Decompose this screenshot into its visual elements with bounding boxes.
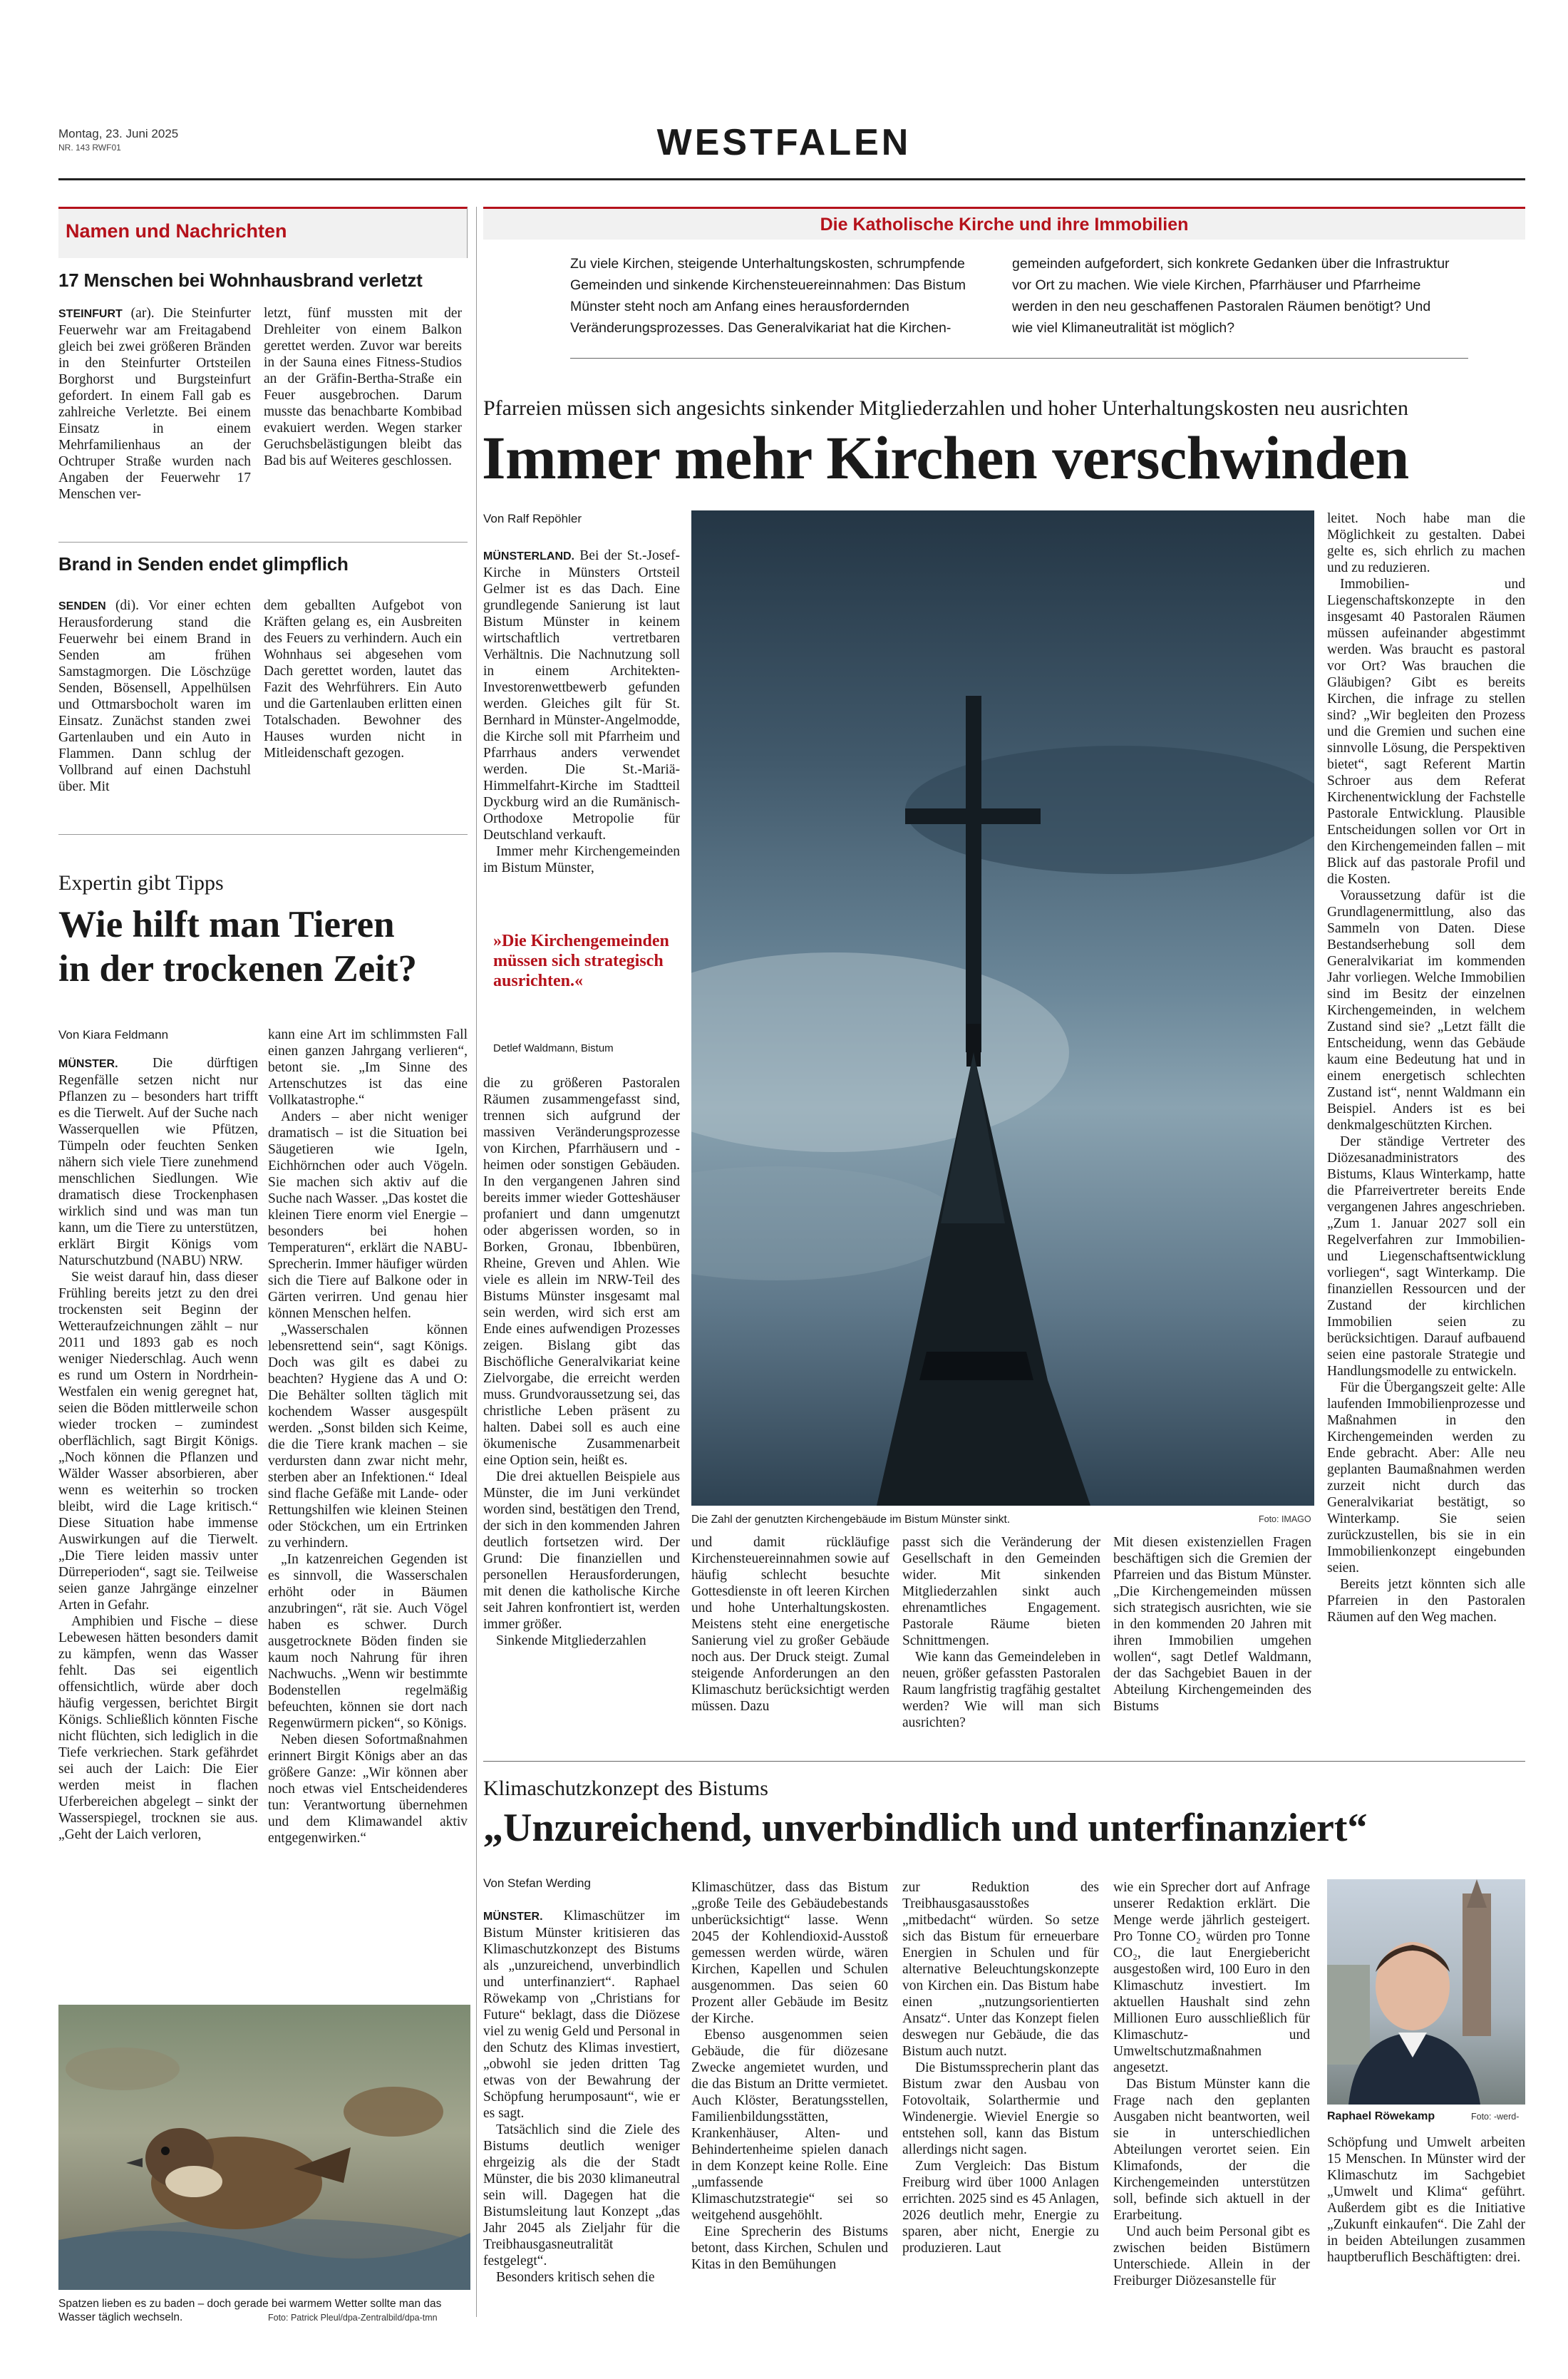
- masthead-rule: [58, 178, 1525, 180]
- news2-col1: SENDEN (di). Vor einer echten Herausforderung stand die Feuerwehr bei einem Brand in Senden am frühen Samstagmorgen. Die Löschzüge Senden, Bösensell, Appelhülsen und Ottmarsbocholt waren im Einsatz. Zunächst standen zwei Gartenlauben und ein Auto in Flammen. Dann schlug der Vollbrand auf einen Dachstuhl über. Mit: [58, 598, 251, 794]
- sparrow-photo: [58, 2005, 470, 2290]
- main-col5: leitet. Noch habe man die Möglichkeit zu gestalten. Dabei gelte es, sich ehrlich zu machen und zu reduzieren. Immobilien- und Liegenschaftskonzepte in den insgesamt 40 Pastoralen Räumen müssen aufeinander abgestimmt werden. Was braucht es pastoral vor Ort? Was brauchen die Gläubigen? Gibt es bereits Kirchen, die infrage zu stellen sind? „Wir begleiten den Prozess und die Gremien und suchen eine sinnvolle Lösung, die Perspektiven bietet“, sagt Referent Martin Schroer aus dem Referat Kirchenentwicklung der Fachstelle Pastorale Entwicklung. Plausible Entscheidungen sollen vor Ort in den Kirchengemeinden fallen – mit Blick auf das pastorale Profil und die Kosten. Voraussetzung dafür ist die Grundlagenermittlung, also das Sammeln von Daten. Diese Bestandserhebung soll dem Generalvikariat im kommenden Jahr vorliegen. Welche Immobilien sind im Besitz der einzelnen Kirchengemeinden, in welchem Zustand sind sie? „Letzt fällt die Entscheidung, wenn das Gebäude kaum eine Bedeutung hat und in einem energetisch schlechten Zustand ist“, nennt Waldmann ein Beispiel. Anders ist es bei denkmalgeschützten Kirchen. Der ständige Vertreter des Diözesanadministrators des Bistums, Klaus Winterkamp, hatte die Pfarreivertreter bereits Ende vergangenen Jahres angeschrieben. „Zum 1. Januar 2027 soll ein Regelverfahren zur Immobilien- und Liegenschaftsentwicklung vorliegen“, sagt Winterkamp. Die finanziellen Ressourcen und der Zustand der kirchlichen Immobilien seien zu berücksichtigen. Darauf aufbauend seien eine pastorale Strategie und Handlungsmodelle zu entwickeln. Für die Übergangszeit gelte: Alle laufenden Immobilienprozesse und Maßnahmen in den Kirchengemeinden werden zu Ende gebracht. Aber: Alle neu geplanten Baumaßnahmen werden zurzeit nicht durch das Generalvikariat bestätigt, so Winterkamp. Sie seien zurückzustellen, bis sie in ein Immobilienkonzept eingebunden seien. Bereits jetzt könnten sich alle Pfarreien in den Pastoralen Räumen auf den Weg machen.: [1327, 511, 1525, 1625]
- teaser-rule: [570, 358, 1468, 359]
- sparrow-credit: Foto: Patrick Pleul/dpa-Zentralbild/dpa-tmn: [268, 2313, 438, 2323]
- main-col3: passt sich die Veränderung der Gesellschaft in den Gemeinden wider. Mit sinkenden Mitgliederzahlen sinkt auch ehrenamtliches Engagement. Pastorale Räume bieten Schnittmengen. Wie kann das Gemeindeleben in neuen, größer gefassten Pastoralen Raum langfristig tragfähig gestaltet werden? Wie will man sich ausrichten?: [902, 1535, 1100, 1730]
- klima-col1: MÜNSTER. Klimaschützer im Bistum Münster kritisieren das Klimaschutzkonzept des Bistums als „unzureichend, unverbindlich und unterfinanziert“. Raphael Röwekamp von „Christians for Future“ beklagt, dass die Diözese viel zu wenig Geld und Personal in den Schutz des Klimas investiert, „obwohl sie jeden dritten Tag etwas von der Bewahrung der Schöpfung herumposaunt“, wie er es sagt. Tatsächlich sind die Ziele des Bistums deutlich weniger ehrgeizig als die der Stadt Münster, die bis 2030 klimaneutral sein will. Dagegen hat die Bistumsleitung laut Konzept „das Jahr 2045 als Zieljahr für die Treibhausgasneutralität festgelegt“. Besonders kritisch sehen die: [483, 1908, 680, 2285]
- main-headline: Immer mehr Kirchen verschwinden: [482, 423, 1409, 492]
- news-box-header: [58, 207, 468, 258]
- tiere-kicker: Expertin gibt Tipps: [58, 871, 224, 895]
- tiere-col2: kann eine Art im schlimmsten Fall einen ganzen Jahrgang verlieren“, betont sie. „Im Sinne des Artenschutzes ist das eine Vollkatastrophe.“ Anders – aber nicht weniger dramatisch – ist die Situation bei Säugetieren wie Igeln, Eichhörnchen oder auch Vögeln. Sie machen sich aktiv auf die Suche nach Wasser. „Das kostet die kleinen Tiere enorm viel Energie – besonders bei hohen Temperaturen“, erklärt die NABU-Sprecherin. Immer häufiger würden sich die Tiere auf Balkone oder in Gärten verirren. Und genau hier können Menschen helfen. „Wasserschalen können lebensrettend sein“, sagt Königs. Doch was gilt es dabei zu beachten? Hygiene das A und O: Die Behälter sollten täglich mit kochendem Wasser ausgespült werden. „Sonst bilden sich Keime, die die Tiere krank machen – sie verdursten dann zwar nicht mehr, sterben aber an Infektionen.“ Ideal sind flache Gefäße mit Lande- oder Rettungshilfen wie kleinen Steinen oder Stöckchen, um ein Ertrinken zu verhindern. „In katzenreichen Gegenden ist es sinnvoll, die Wasserschalen erhöht oder in Bäumen anzubringen“, rät sie. Auch Vögel haben es schwer. Durch ausgetrocknete Böden finden sie kaum noch Nahrung für ihren Nachwuchs. „Wenn wir bestimmte Bodenstellen regelmäßig befeuchten, können sie dort nach Regenwürmern picken“, so Königs. Neben diesen Sofortmaßnahmen erinnert Birgit Königs aber an das größere Ganze: „Wir können aber noch etwas viel Entscheidenderes tun: Verantwortung übernehmen und dem Klimawandel aktiv entgegenwirken.“: [268, 1027, 468, 1846]
- klima-col5: Schöpfung und Umwelt arbeiten 15 Menschen. In Münster wird der Klimaschutz im Sachgebiet „Umwelt und Klima“ geführt. Außerdem gibt es die Initiative „Zukunft einkaufen“. Die Zahl der in beiden Abteilungen zusammen hauptberuflich Beschäftigten: drei.: [1327, 2135, 1525, 2265]
- main-col1a: MÜNSTERLAND. Bei der St.-Josef-Kirche in Münsters Ortsteil Gelmer ist es das Dach. Eine grundlegende Sanierung ist laut Bistum Münster in keinem wirtschaftlich vertretbaren Verhältnis. Die Nachnutzung soll in einem Architekten-Investorenwettbewerb gefunden werden. Gleiches gilt für St. Bernhard in Münster-Angelmodde, die Kirche soll mit Pfarrheim und Pfarrhaus anders verwendet werden. Die St.-Mariä-Himmelfahrt-Kirche im Stadtteil Dyckburg wird an die Rumänisch-Orthodoxe Metropolie für Deutschland verkauft. Immer mehr Kirchengemeinden im Bistum Münster,: [483, 548, 680, 875]
- klima-kicker: Klimaschutzkonzept des Bistums: [483, 1777, 768, 1800]
- divider: [483, 1761, 1525, 1762]
- portrait-illustration: [1327, 1879, 1525, 2105]
- main-col1b: die zu größeren Pastoralen Räumen zusammengefasst sind, trennen sich aufgrund der massiven Veränderungsprozesse von Kirchen, Pfarrhäusern und -heimen oder sonstigen Gebäuden. In den vergangenen Jahren sind bereits immer wieder Gotteshäuser profaniert und dann umgenutzt oder abgerissen worden, so in Borken, Gronau, Ibbenbüren, Rheine, Greven und Ahlen. Wie viele es allein im NRW-Teil des Bistums Münster insgesamt mal sein werden, wird sich erst am Ende eines aufwendigen Prozesses zeigen. Bislang gibt das Bischöfliche Generalvikariat keine Zielvorgabe, die erreicht werden muss. Grundvoraussetzung sei, das christliche Leben präsent zu halten. Dabei soll es auch eine ökumenische Zusammenarbeit eine Option sein, heißt es. Die drei aktuellen Beispiele aus Münster, die im Juni verkündet worden sind, bestätigen den Trend, der sich in den kommenden Jahren deutlich fortsetzen wird. Der Grund: Die finanziellen und personellen Herausforderungen, mit denen die katholische Kirche seit Jahren konfrontiert ist, werden immer größer. Sinkende Mitgliederzahlen: [483, 1076, 680, 1648]
- sparrow-caption: Spatzen lieben es zu baden – doch gerade bei warmem Wetter sollte man das Wasser täglich wechseln.: [58, 2298, 442, 2323]
- klima-headline: „Unzureichend, unverbindlich und unterfinanziert“: [483, 1806, 1368, 1850]
- church-credit: Foto: IMAGO: [1259, 1514, 1311, 1524]
- sparrow-illustration: [58, 2005, 470, 2290]
- news1-headline: 17 Menschen bei Wohnhausbrand verletzt: [58, 269, 423, 291]
- klima-byline: Von Stefan Werding: [483, 1876, 591, 1890]
- news1-col2: letzt, fünf mussten mit der Drehleiter von einem Balkon gerettet werden. Zuvor war bereits in der Sauna eines Fitness-Studios an der Gräfin-Bertha-Straße ein Feuer ausgebrochen. Darum musste das benachbarte Kombibad evakuiert werden. Wegen starker Geruchsbelästigungen bleibt das Bad bis auf Weiteres geschlossen.: [264, 306, 462, 468]
- news1-col1: STEINFURT (ar). Die Steinfurter Feuerwehr war am Freitagabend gleich bei zwei größeren Bränden in den Steinfurter Ortsteilen Borghorst und Burgsteinfurt gefordert. In einem Fall gab es zahlreiche Verletzte. Bei einem Einsatz in einem Mehrfamilienhaus an der Ochtruper Straße wurden nach Angaben der Feuerwehr 17 Menschen ver-: [58, 306, 251, 502]
- roewekamp-photo: [1327, 1879, 1525, 2105]
- divider: [58, 542, 468, 543]
- main-kicker: Pfarreien müssen sich angesichts sinkender Mitgliederzahlen und hoher Unterhaltungskosten neu ausrichten: [483, 396, 1408, 420]
- column-divider: [476, 207, 477, 2317]
- church-spire-illustration: [691, 510, 1314, 1506]
- topic-box-title: Die Katholische Kirche und ihre Immobilien: [820, 215, 1189, 235]
- church-caption: Die Zahl der genutzten Kirchengebäude im Bistum Münster sinkt.: [691, 1514, 1011, 1526]
- tiere-byline: Von Kiara Feldmann: [58, 1028, 169, 1042]
- main-byline: Von Ralf Repöhler: [483, 512, 582, 525]
- main-col4: Mit diesen existenziellen Fragen beschäftigen sich die Gremien der Pfarreien und das Bistum Münster. „Die Kirchengemeinden müssen sich strategisch ausrichten, wie sie in den kommenden 20 Jahren mit ihren Immobilien umgehen wollen“, sagt Detlef Waldmann, der das Sachgebiet Bauen in der Abteilung Kirchengemeinden des Bistums: [1113, 1535, 1311, 1714]
- section-title: WESTFALEN: [656, 122, 912, 163]
- divider: [58, 834, 468, 835]
- main-col2: und damit rückläufige Kirchensteuereinnahmen sowie auf häufig schlecht besuchte Gottesdienste in oft leeren Kirchen und hohe Unterhaltungskosten. Meistens steht eine energetische Sanierung viel zu großer Gebäude noch aus. Der Druck steigt. Zumal steigende Anforderungen an den Klimaschutz berücksichtigt werden müssen. Dazu: [691, 1535, 889, 1714]
- pull-quote-author: Detlef Waldmann, Bistum: [493, 1042, 614, 1054]
- news2-headline: Brand in Senden endet glimpflich: [58, 553, 349, 575]
- church-photo: [691, 510, 1314, 1506]
- news2-col2: dem geballten Aufgebot von Kräften gelang es, ein Ausbreiten des Feuers zu verhindern. Auch ein Wohnhaus sei abgesehen vom Dach gerettet worden, lautet das Fazit des Wehrführers. Ein Auto und die Gartenlauben erlitten einen Totalschaden. Bewohner des Hauses wurden nicht in Mitleidenschaft gezogen.: [264, 598, 462, 761]
- portrait-credit: Foto: -werd-: [1471, 2112, 1520, 2122]
- teaser-col2: gemeinden aufgefordert, sich konkrete Gedanken über die Infrastruktur vor Ort zu machen. Wie viele Kirchen, Pfarrhäuser und Pfarrheime werden in den neu geschaffenen Pastoralen Räumen benötigt? Und wie viel Klimaneutralität ist möglich?: [1012, 256, 1450, 336]
- news-box-title: Namen und Nachrichten: [66, 220, 287, 242]
- issue-number: NR. 143 RWF01: [58, 143, 121, 153]
- teaser-col1: Zu viele Kirchen, steigende Unterhaltungskosten, schrumpfende Gemeinden und sinkende Kirchensteuereinnahmen: Das Bistum Münster steht noch am Anfang eines herausfordernden Veränderungsprozesses. Das Generalvikariat hat die Kirchen-: [570, 256, 966, 336]
- topic-box-header: [483, 207, 1525, 240]
- issue-date: Montag, 23. Juni 2025: [58, 127, 179, 140]
- klima-col2: Klimaschützer, dass das Bistum „große Teile des Gebäudebestands unberücksichtigt“ lasse. Wenn 2045 der Kohlendioxid-Ausstoß gemessen werden würde, wären Kirchen, Kapellen und Schulen ausgenommen. Das seien 60 Prozent aller Gebäude im Besitz der Kirche. Ebenso ausgenommen seien Gebäude, die für diözesane Zwecke angemietet wurden, und die das Bistum an Dritte vermietet. Auch Klöster, Beratungsstellen, Familienbildungsstätten, Krankenhäuser, Alten- und Behindertenheime spielen danach in dem Konzept keine Rolle. Eine „umfassende Klimaschutzstrategie“ sei so weitgehend ausgehöhlt. Eine Sprecherin des Bistums betont, dass Kirchen, Schulen und Kitas in den Bemühungen: [691, 1880, 888, 2272]
- klima-col3: zur Reduktion des Treibhausgasausstoßes „mitbedacht“ würden. So setze sich das Bistum für erneuerbare Energien in Schulen und für alternative Beleuchtungskonzepte von Kirchen ein. Das Bistum habe einen „nutzungsorientierten Ansatz“. Unter das Konzept fielen deswegen nur Gebäude, die das Bistum auch nutzt. Die Bistumssprecherin plant das Bistum zwar den Ausbau von Fotovoltaik, Solarthermie und Windenergie. Wieviel Energie so entstehen soll, kann das Bistum allerdings nicht sagen. Zum Vergleich: Das Bistum Freiburg wird über 1000 Anlagen errichten. 2025 sind es 45 Anlagen, 2026 deutlich mehr, Energie zu sparen, aber nicht, Energie zu produzieren. Laut: [902, 1880, 1099, 2256]
- portrait-caption: Raphael Röwekamp: [1327, 2110, 1435, 2122]
- klima-col4: wie ein Sprecher dort auf Anfrage unserer Redaktion erklärt. Die Menge werde jährlich gesteigert. Pro Tonne CO₂ würden pro Tonne CO₂, die laut Energiebericht ausgestoßen wird, 100 Euro in den Klimaschutz investiert. Im aktuellen Haushalt sind zehn Millionen Euro ausschließlich für Klimaschutz- und Umweltschutzmaßnahmen angesetzt. Das Bistum Münster kann die Frage nach den geplanten Ausgaben nicht beantworten, weil sie in unterschiedlichen Abteilungen verortet seien. Ein Klimafonds, der die Kirchengemeinden unterstützen soll, befinde sich aktuell in der Erarbeitung. Und auch beim Personal gibt es zwischen beiden Bistümern Unterschiede. Allein in der Freiburger Diözesanstelle für: [1113, 1880, 1310, 2288]
- tiere-col1: MÜNSTER. Die dürftigen Regenfälle setzen nicht nur Pflanzen zu – besonders hart trifft es die Tierwelt. Auf der Suche nach Wasserquellen wie Pfützen, Tümpeln oder feuchten Senken nähern sich viele Tiere zunehmend menschlichen Siedlungen. Wie dramatisch diese Trockenphasen wirklich sind und was man tun kann, um die Tiere zu unterstützen, erklärt Birgit Königs vom Naturschutzbund (NABU) NRW. Sie weist darauf hin, dass dieser Frühling bereits jetzt zu den drei trockensten seit Beginn der Wetteraufzeichnungen zählt – nur 2011 und 1893 gab es noch weniger Niederschlag. Auch wenn es rund um Ostern in Nordrhein-Westfalen ein wenig geregnet hat, seien die Böden mittlerweile schon wieder trocken – zumindest oberflächlich, sagt Birgit Königs. „Noch können die Pflanzen und Wälder Wasser absorbieren, aber wenn es weiterhin so trocken bleibt, wird die Lage kritisch.“ Diese Situation habe immense Auswirkungen auf die Tierwelt. „Die Tiere leiden massiv unter Dürreperioden“, sagt sie. Teilweise seien ganze Jahrgänge einzelner Arten in Gefahr. Amphibien und Fische – diese Lebewesen hätten besonders damit zu kämpfen, wenn das Wasser fehlt. Das sei eigentlich offensichtlich, würde aber doch häufig vergessen, berichtet Birgit Königs. Schließlich könnten Fische nicht flüchten, sich lediglich in die Tiefe verkriechen. Stark gefährdet sei auch der Laich: Die Eier werden meist in flachen Uferbereichen abgelegt – sinkt der Wasserspiegel, trocknen sie aus. „Geht der Laich verloren,: [58, 1056, 258, 1842]
- pull-quote: »Die Kirchengemeinden müssen sich strategisch ausrichten.«: [493, 932, 669, 990]
- tiere-headline: Wie hilft man Tieren in der trockenen Zeit?: [58, 904, 417, 990]
